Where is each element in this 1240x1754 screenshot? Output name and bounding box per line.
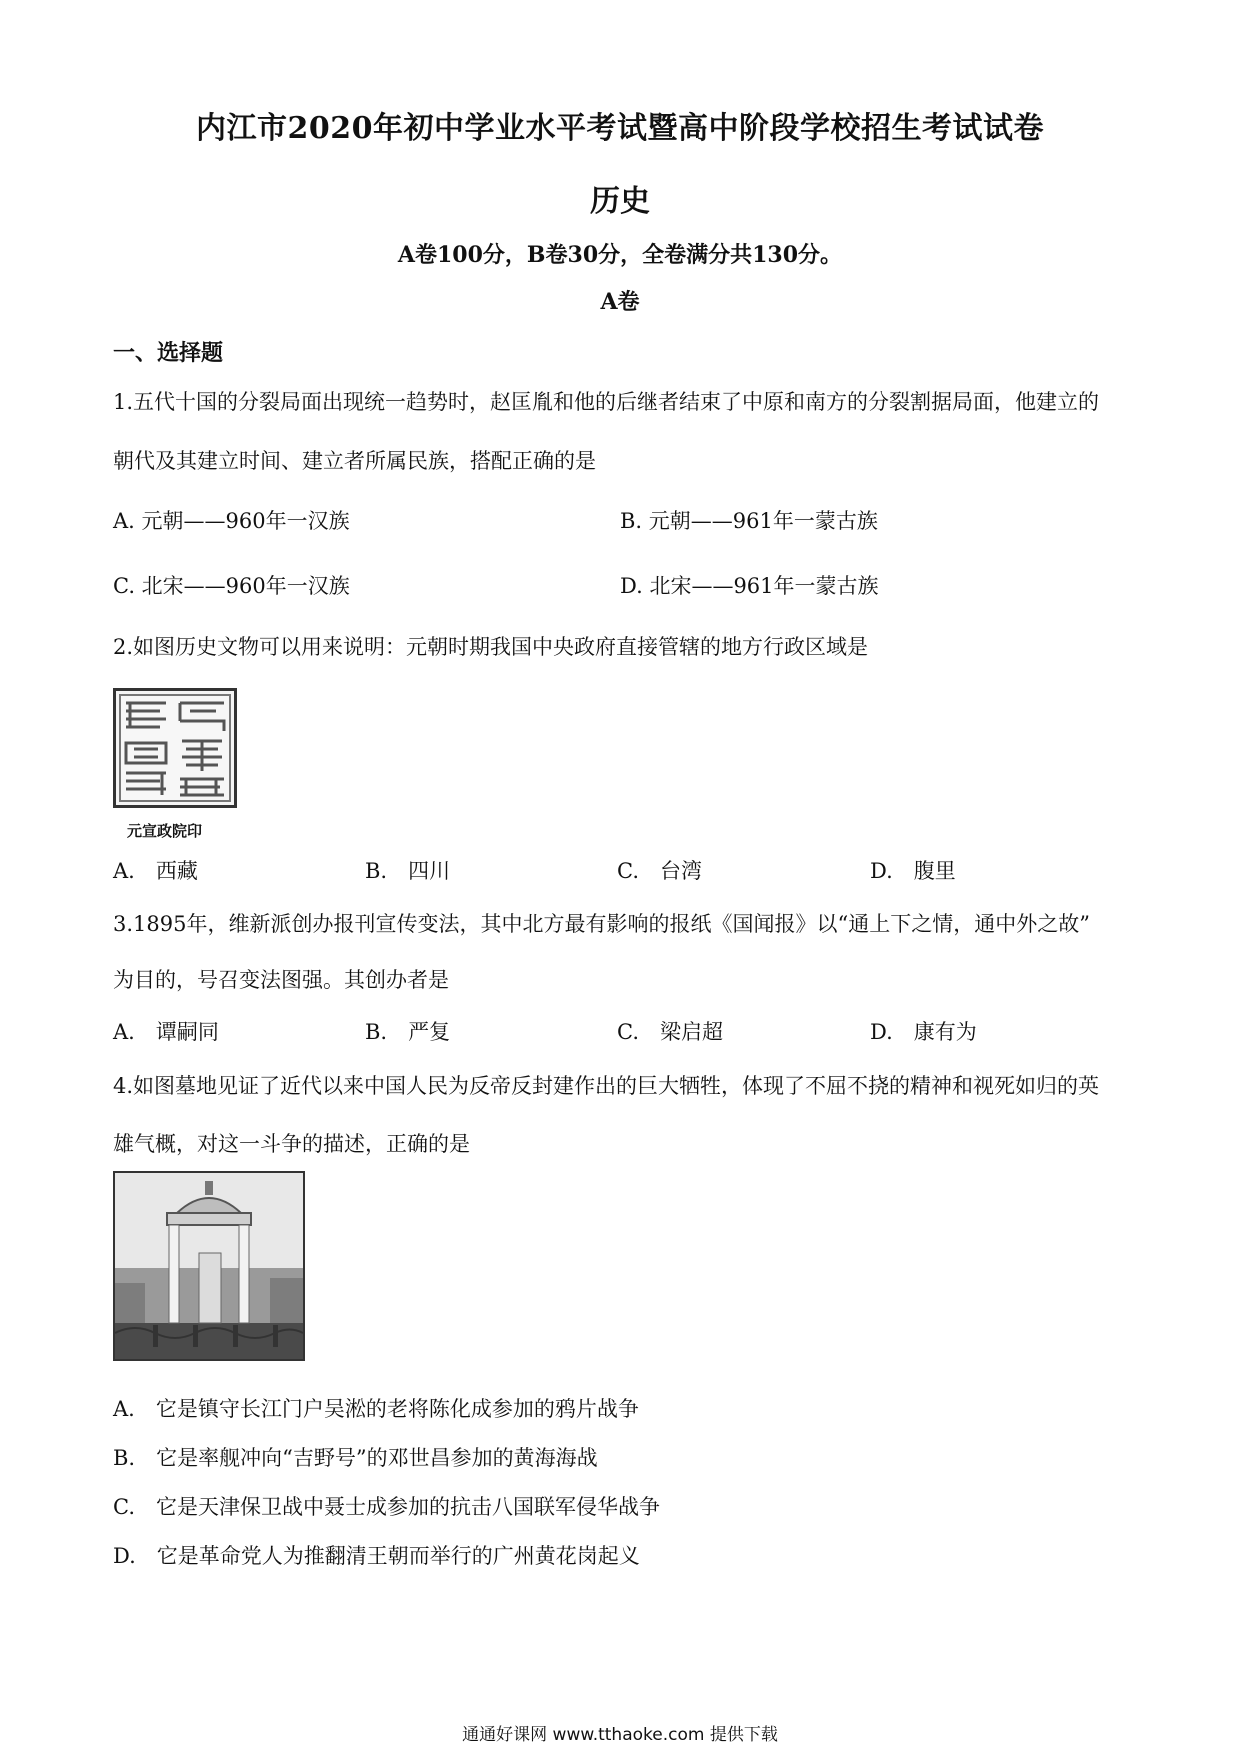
q4-option-d: D. 它是革命党人为推翻清王朝而举行的广州黄花岗起义 bbox=[113, 1544, 640, 1568]
q3-option-a: A. 谭嗣同 bbox=[113, 1020, 219, 1044]
question-3-line1: 3.1895年，维新派创办报刊宣传变法，其中北方最有影响的报纸《国闻报》以“通上下之情，通中外之故” bbox=[113, 912, 1090, 936]
seal-caption: 元宣政院印 bbox=[127, 822, 203, 840]
question-2-line1: 2.如图历史文物可以用来说明：元朝时期我国中央政府直接管辖的地方行政区域是 bbox=[113, 635, 869, 659]
section-heading: 一、选择题 bbox=[113, 340, 224, 366]
q3-option-d: D. 康有为 bbox=[870, 1020, 977, 1044]
q1-option-d: D. 北宋——961年一蒙古族 bbox=[620, 574, 879, 598]
question-1-line1: 1.五代十国的分裂局面出现统一趋势时，赵匡胤和他的后继者结束了中原和南方的分裂割据局面，他建立的 bbox=[113, 390, 1100, 414]
question-3-line2: 为目的，号召变法图强。其创办者是 bbox=[113, 968, 449, 992]
q1-option-b: B. 元朝——961年一蒙古族 bbox=[620, 509, 878, 533]
q3-option-b: B. 严复 bbox=[365, 1020, 451, 1044]
footer-watermark: 通通好课网 www.tthaoke.com 提供下载 bbox=[462, 1725, 778, 1745]
subject-title: 历史 bbox=[590, 184, 650, 219]
score-line: A卷100分，B卷30分，全卷满分共130分。 bbox=[397, 242, 843, 268]
tomb-photo bbox=[113, 1171, 305, 1361]
q2-option-c: C. 台湾 bbox=[617, 859, 702, 883]
q2-option-a: A. 西藏 bbox=[113, 859, 198, 883]
q1-option-c: C. 北宋——960年一汉族 bbox=[113, 574, 350, 598]
q4-option-a: A. 它是镇守长江门户吴淞的老将陈化成参加的鸦片战争 bbox=[113, 1397, 639, 1421]
exam-title: 内江市2020年初中学业水平考试暨高中阶段学校招生考试试卷 bbox=[196, 111, 1044, 146]
volume-heading: A卷 bbox=[600, 289, 640, 315]
seal-drawing bbox=[116, 691, 234, 805]
seal-image bbox=[113, 688, 237, 808]
q3-option-c: C. 梁启超 bbox=[617, 1020, 723, 1044]
question-4-line1: 4.如图墓地见证了近代以来中国人民为反帝反封建作出的巨大牺牲，体现了不屈不挠的精神和视死如归的英 bbox=[113, 1074, 1100, 1098]
q4-option-b: B. 它是率舰冲向“吉野号”的邓世昌参加的黄海海战 bbox=[113, 1446, 598, 1470]
q2-option-d: D. 腹里 bbox=[870, 859, 956, 883]
q4-option-c: C. 它是天津保卫战中聂士成参加的抗击八国联军侵华战争 bbox=[113, 1495, 660, 1519]
tomb-drawing bbox=[115, 1173, 303, 1359]
q1-option-a: A. 元朝——960年一汉族 bbox=[113, 509, 350, 533]
question-4-line2: 雄气概，对这一斗争的描述，正确的是 bbox=[113, 1132, 470, 1156]
question-1-line2: 朝代及其建立时间、建立者所属民族，搭配正确的是 bbox=[113, 449, 596, 473]
q2-option-b: B. 四川 bbox=[365, 859, 451, 883]
